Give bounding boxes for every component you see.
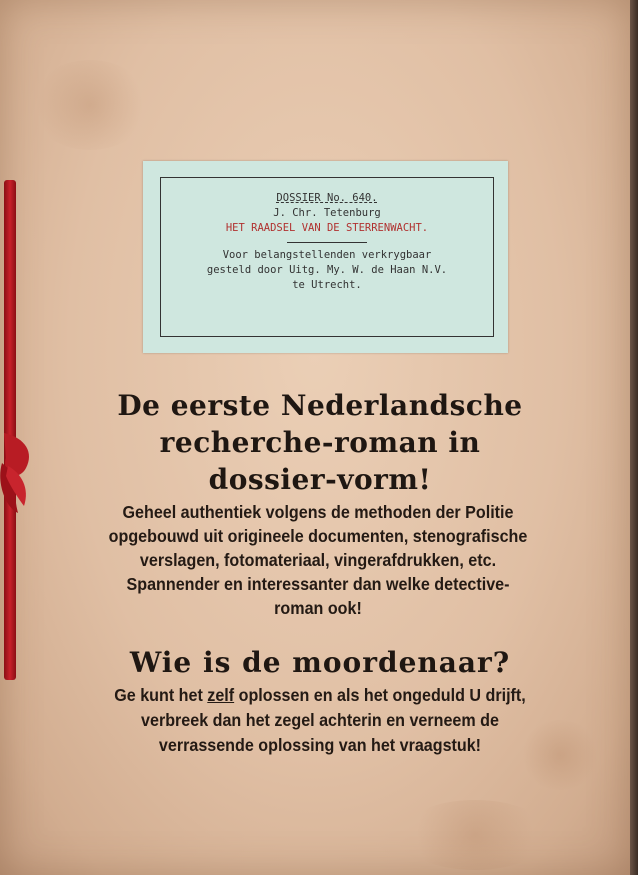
ribbon-knot-icon <box>0 428 36 518</box>
description-line: opgebouwd uit origineele documenten, stenografische <box>108 526 528 546</box>
answer-text <box>81 683 559 758</box>
label-note-line: gesteld door Uitg. My. W. de Haan N.V. <box>206 264 448 276</box>
headline <box>60 387 580 498</box>
description-line: Geheel authentiek volgens de methoden der Politie <box>122 502 514 522</box>
dossier-number: DOSSIER No. 640. <box>276 192 378 204</box>
headline-line: recherche-roman in <box>159 426 481 459</box>
headline-line: dossier-vorm! <box>208 463 432 496</box>
paper-stain <box>400 800 550 870</box>
description-line: roman ook! <box>274 598 362 618</box>
answer-text-part: Ge kunt het <box>114 685 208 705</box>
description-line: Spannender en interessanter dan welke detective- <box>126 574 510 594</box>
question-heading: Wie is de moordenaar? <box>129 646 511 679</box>
answer-text-part: oplossen en als het ongeduld U drijft, <box>234 685 526 705</box>
dossier-label <box>143 161 508 353</box>
description-line: verslagen, fotomateriaal, vingerafdrukken, etc. <box>139 550 497 570</box>
paper-stain <box>30 60 150 150</box>
headline-line: De eerste Nederlandsche <box>117 389 523 422</box>
description <box>88 500 548 620</box>
label-frame <box>160 177 494 337</box>
answer-line: verrassende oplossing van het vraagstuk! <box>158 735 482 755</box>
author-name: J. Chr. Tetenburg <box>273 207 381 219</box>
answer-line <box>81 683 559 708</box>
emphasis-zelf: zelf <box>207 685 235 705</box>
cover-edge <box>630 0 638 875</box>
label-note-line: te Utrecht. <box>292 279 362 291</box>
label-note-line: Voor belangstellenden verkrygbaar <box>222 249 432 261</box>
book-title: HET RAADSEL VAN DE STERRENWACHT. <box>225 222 429 234</box>
answer-line: verbreek dan het zegel achterin en verneem de <box>141 710 499 730</box>
label-divider <box>287 242 367 243</box>
